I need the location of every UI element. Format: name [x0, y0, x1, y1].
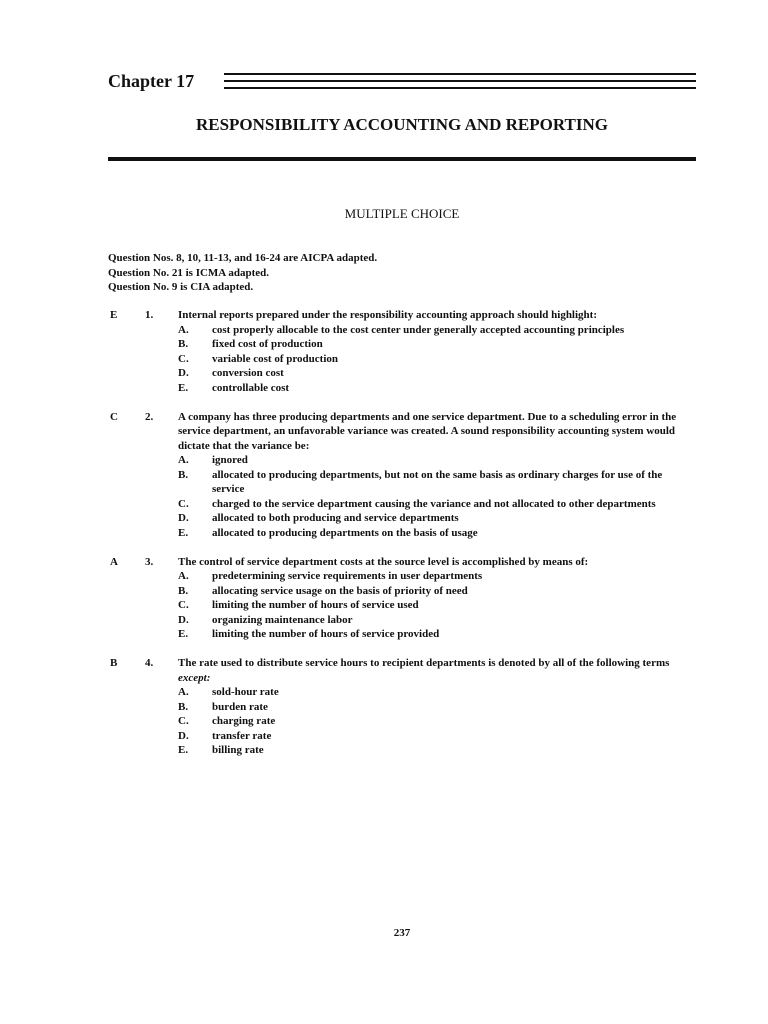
answer-option [178, 381, 696, 396]
option-letter: C. [178, 497, 189, 510]
answer-option [178, 714, 696, 729]
option-text: transfer rate [212, 729, 272, 742]
option-text: controllable cost [212, 381, 290, 394]
option-text: charged to the service department causing the variance and not allocated to other departments [212, 497, 656, 510]
chapter-label: Chapter 17 [108, 71, 195, 91]
option-letter: C. [178, 352, 189, 365]
answer-key: A [110, 555, 118, 568]
option-letter: D. [178, 729, 189, 742]
chapter-header [108, 70, 696, 100]
question-list [108, 308, 696, 772]
option-letter: B. [178, 700, 189, 713]
question-number: 1. [145, 309, 154, 321]
header-rule [224, 80, 696, 82]
question-stem: The control of service department costs at the source level is accomplished by means of: [178, 555, 589, 568]
option-text: sold-hour rate [212, 686, 279, 698]
page-number: 237 [393, 927, 411, 939]
answer-option [178, 453, 696, 468]
question-item [108, 308, 696, 395]
option-text: burden rate [212, 700, 268, 713]
option-letter: D. [178, 613, 189, 626]
answer-key: B [110, 657, 118, 669]
question-body [178, 656, 696, 758]
question-number: 4. [145, 657, 154, 669]
answer-option [178, 569, 696, 584]
source-note: Question No. 9 is CIA adapted. [108, 281, 254, 293]
answer-option [178, 352, 696, 367]
question-stem: Internal reports prepared under the responsibility accounting approach should highlight: [178, 309, 597, 321]
option-text: limiting the number of hours of service used [212, 599, 419, 611]
answer-option [178, 685, 696, 700]
option-letter: E. [178, 526, 189, 539]
option-letter: E. [178, 628, 189, 640]
chapter-title: RESPONSIBILITY ACCOUNTING AND REPORTING [195, 115, 609, 134]
option-letter: B. [178, 468, 189, 481]
option-letter: E. [178, 744, 189, 756]
question-stem-emphasis: except: [178, 671, 211, 684]
option-text: allocated to producing departments, but not on the same basis as ordinary charges for use of the service [212, 468, 663, 495]
option-text: limiting the number of hours of service provided [212, 628, 440, 640]
answer-option [178, 468, 696, 497]
option-letter: A. [178, 686, 189, 698]
option-letter: C. [178, 715, 189, 727]
source-note: Question No. 21 is ICMA adapted. [108, 266, 270, 279]
option-letter: A. [178, 454, 189, 466]
header-rule [224, 87, 696, 89]
option-letter: C. [178, 599, 189, 611]
answer-option [178, 323, 696, 338]
answer-key: C [110, 410, 118, 423]
option-text: organizing maintenance labor [212, 613, 353, 626]
answer-option [178, 743, 696, 758]
question-number: 2. [145, 410, 154, 423]
option-letter: A. [178, 570, 189, 582]
question-stem: A company has three producing departments and one service department. Due to a scheduling error in the service department, an unfavorable variance was created. A sound responsibility accounting system would dictate that the variance be: [178, 410, 677, 452]
option-text: predetermining service requirements in user departments [212, 570, 483, 582]
answer-option [178, 497, 696, 512]
answer-option [178, 613, 696, 628]
answer-option [178, 729, 696, 744]
option-letter: A. [178, 323, 189, 336]
option-letter: B. [178, 584, 189, 597]
option-text: ignored [212, 454, 248, 466]
header-rule [224, 73, 696, 75]
question-body [178, 308, 696, 395]
answer-option [178, 511, 696, 526]
question-stem [178, 656, 696, 685]
answer-option [178, 627, 696, 642]
answer-option [178, 337, 696, 352]
answer-option [178, 584, 696, 599]
answer-option [178, 598, 696, 613]
source-notes [108, 251, 377, 295]
question-number: 3. [145, 555, 154, 568]
option-text: allocating service usage on the basis of priority of need [212, 584, 468, 597]
option-text: cost properly allocable to the cost center under generally accepted accounting principles [212, 323, 625, 336]
option-text: conversion cost [212, 367, 284, 379]
option-text: allocated to both producing and service departments [212, 512, 459, 524]
question-item [108, 656, 696, 758]
option-text: fixed cost of production [212, 338, 323, 350]
question-body [178, 410, 696, 541]
question-item [108, 555, 696, 642]
option-text: billing rate [212, 744, 264, 756]
answer-key: E [110, 309, 118, 321]
option-letter: D. [178, 367, 189, 379]
option-letter: D. [178, 512, 189, 524]
question-item [108, 410, 696, 541]
source-note: Question Nos. 8, 10, 11-13, and 16-24 are AICPA adapted. [108, 252, 378, 264]
option-text: allocated to producing departments on the basis of usage [212, 526, 478, 539]
option-letter: B. [178, 338, 189, 350]
option-text: charging rate [212, 715, 276, 727]
question-stem-text: The rate used to distribute service hours to recipient departments is denoted by all of the following terms [178, 657, 670, 669]
option-letter: E. [178, 381, 189, 394]
question-body [178, 555, 696, 642]
answer-option [178, 526, 696, 541]
option-text: variable cost of production [212, 352, 338, 365]
answer-option [178, 700, 696, 715]
section-heading: MULTIPLE CHOICE [344, 206, 460, 221]
title-divider [108, 157, 696, 161]
answer-option [178, 366, 696, 381]
